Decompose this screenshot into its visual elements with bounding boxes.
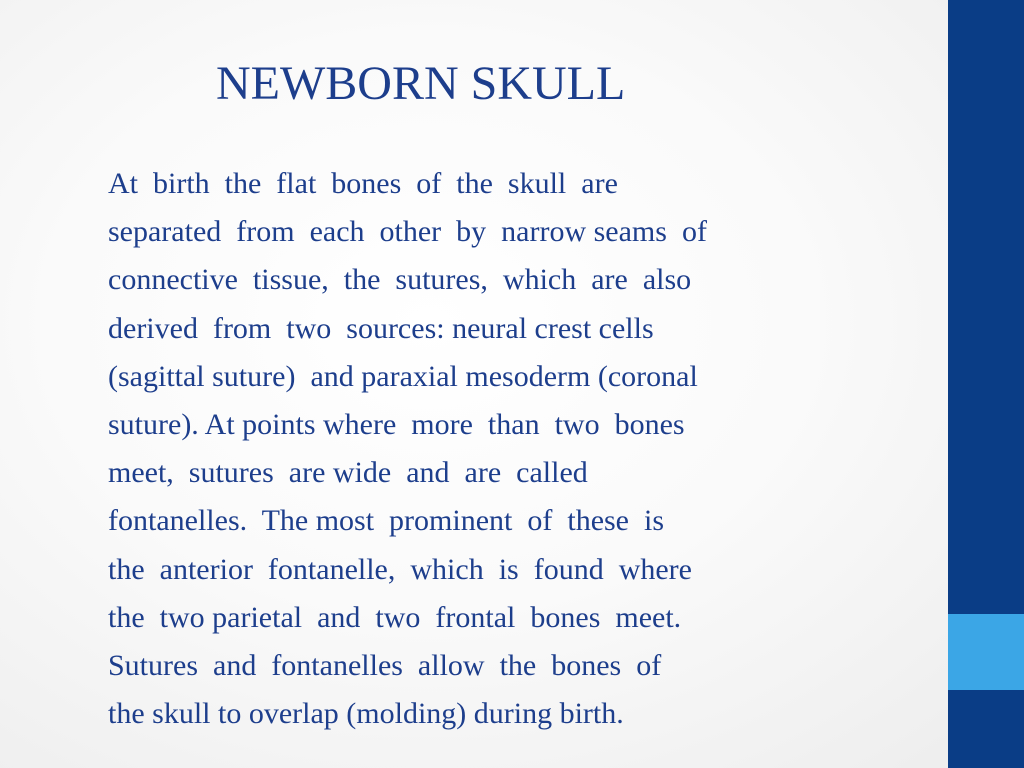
body-line-3: connective tissue, the sutures, which are also	[108, 263, 692, 297]
body-line-7: meet, sutures are wide and are called	[108, 456, 588, 490]
sidebar-accent-block	[948, 614, 1024, 690]
body-line-8: fontanelles. The most prominent of these is	[108, 504, 665, 538]
body-line-4: derived from two sources: neural crest cells	[108, 311, 654, 345]
body-line-5: (sagittal suture) and paraxial mesoderm (coronal	[108, 359, 698, 393]
slide-body-text	[108, 160, 898, 738]
body-line-11: Sutures and fontanelles allow the bones of	[108, 649, 662, 683]
body-line-2: separated from each other by narrow seams of	[108, 215, 707, 249]
slide-title: NEWBORN SKULL	[216, 57, 626, 110]
body-line-1: At birth the flat bones of the skull are	[108, 167, 618, 200]
body-line-10: the two parietal and two frontal bones meet.	[108, 600, 682, 634]
body-line-9: the anterior fontanelle, which is found where	[108, 552, 692, 586]
body-line-12: the skull to overlap (molding) during birth.	[108, 697, 624, 731]
body-line-6: suture). At points where more than two bones	[108, 408, 685, 442]
